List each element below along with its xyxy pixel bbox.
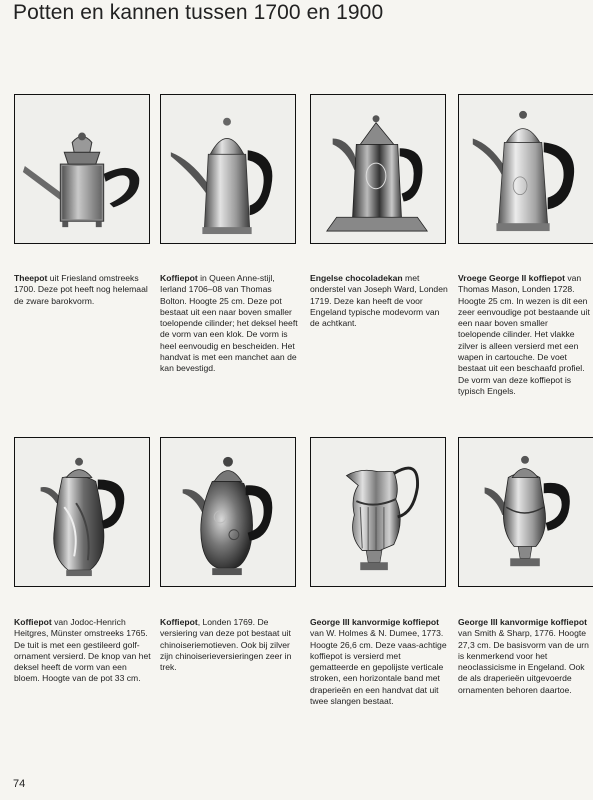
caption-george-ii-koffiepot — [458, 273, 592, 397]
caption-theepot — [14, 273, 154, 307]
photo-koffiepot-londen-1769 — [160, 437, 296, 587]
coffeepot-icon — [459, 95, 593, 243]
caption-title: George III kanvormige koffiepot — [310, 617, 439, 627]
caption-text: van Smith & Sharp, 1776. Hoogte 27,3 cm. De basisvorm van de urn is kenmerkend voor het neoclassicisme in Engeland. Ook de als draperieën uitgevoerde ornamenten behoren daartoe. — [458, 628, 589, 695]
caption-koffiepot-queen-anne — [160, 273, 300, 375]
teapot-icon — [15, 95, 149, 243]
caption-title: Koffiepot — [160, 617, 198, 627]
caption-text: in Queen Anne-stijl, Ierland 1706–08 van Thomas Bolton. Hoogte 25 cm. Deze pot bestaat uit een naar boven smaller toelopende cilinder; het deksel heeft de vorm van een klok. De vorm is heel eenvoudig en bescheiden. Het handvat is met een manchet aan de kan bevestigd. — [160, 273, 298, 374]
caption-text: uit Friesland omstreeks 1700. Deze pot heeft nog helemaal de zware barokvorm. — [14, 273, 148, 306]
photo-george-iii-smith-sharp — [458, 437, 593, 587]
coffeepot-icon — [161, 438, 295, 586]
chocolate-pot-icon — [311, 95, 445, 243]
caption-koffiepot-londen-1769 — [160, 617, 300, 673]
coffeepot-icon — [15, 438, 149, 586]
coffeepot-icon — [161, 95, 295, 243]
caption-text: met onderstel van Joseph Ward, Londen 1719. Deze kan heeft de voor Engeland typische modevorm van de achtkant. — [310, 273, 448, 329]
page-title: Potten en kannen tussen 1700 en 1900 — [13, 1, 384, 24]
caption-text: van Jodoc-Henrich Heitgres, Münster omstreeks 1765. De tuit is met een gestileerd golf-ornament versierd. De knop van het deksel heeft de vorm van een bloem. Hoogte van de pot 33 cm. — [14, 617, 151, 684]
caption-koffiepot-heitgres — [14, 617, 154, 685]
photo-koffiepot-queen-anne — [160, 94, 296, 244]
caption-george-iii-holmes-dumee — [310, 617, 450, 707]
caption-text: van W. Holmes & N. Dumee, 1773. Hoogte 26,6 cm. Deze vaas-achtige koffiepot is versierd met gematteerde en gepolijste verticale stroken, een horizontale band met draperieën en een handvat dat uit twee slangen bestaat. — [310, 628, 447, 707]
caption-title: Vroege George II koffiepot — [458, 273, 565, 283]
photo-koffiepot-heitgres — [14, 437, 150, 587]
caption-text: , Londen 1769. De versiering van deze pot bestaat uit chinoiseriemotieven. Ook bij zilver zijn chinoiserieversieringen zeer in trek. — [160, 617, 292, 673]
photo-george-iii-holmes-dumee — [310, 437, 446, 587]
caption-title: Koffiepot — [160, 273, 198, 283]
caption-title: Engelse chocoladekan — [310, 273, 403, 283]
caption-title: Theepot — [14, 273, 48, 283]
caption-title: George III kanvormige koffiepot — [458, 617, 587, 627]
page-number: 74 — [13, 778, 26, 790]
caption-chocoladekan — [310, 273, 450, 329]
ewer-icon — [311, 438, 445, 586]
photo-theepot — [14, 94, 150, 244]
caption-text: van Thomas Mason, Londen 1728. Hoogte 25 cm. In wezen is dit een zeer eenvoudige pot bestaande uit een naar boven smaller toelopende cilinder. Het vlakke zilver is alleen versierd met een wapen in cartouche. De voet bestaat uit een beschaafd profiel. De vorm van deze koffiepot is typisch Engels. — [458, 273, 590, 396]
photo-chocoladekan — [310, 94, 446, 244]
photo-george-ii-koffiepot — [458, 94, 593, 244]
caption-george-iii-smith-sharp — [458, 617, 592, 696]
urn-coffeepot-icon — [459, 438, 593, 586]
caption-title: Koffiepot — [14, 617, 52, 627]
